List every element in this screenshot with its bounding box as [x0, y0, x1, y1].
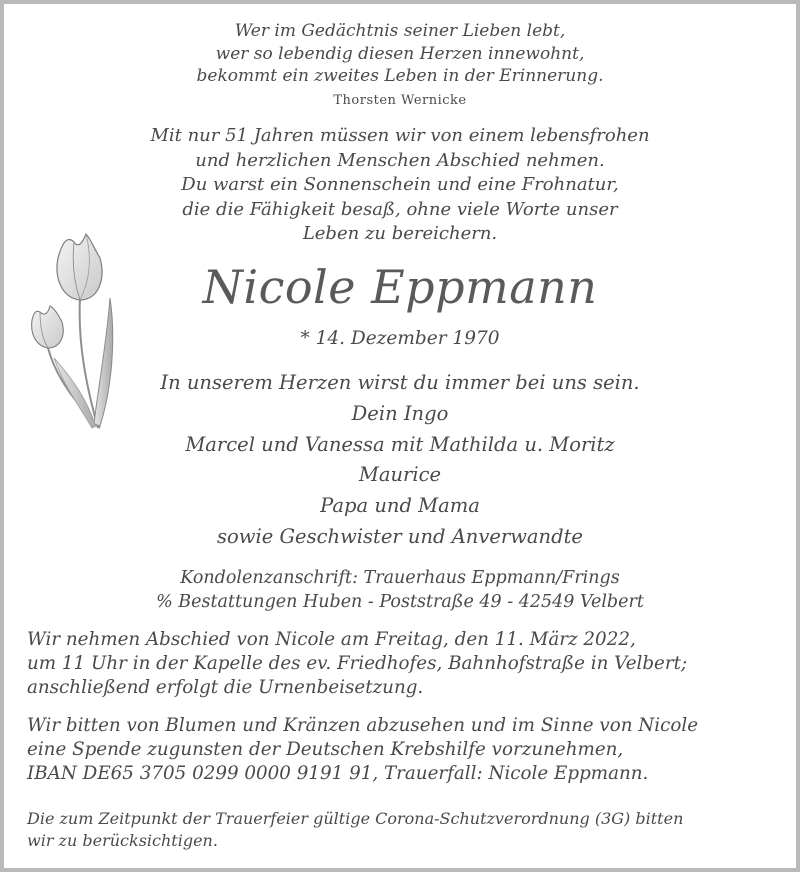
family-line: Marcel und Vanessa mit Mathilda u. Moritz — [185, 432, 615, 456]
intro-line: Du warst ein Sonnenschein und eine Frohnatur, — [181, 174, 619, 195]
intro-text — [0, 124, 800, 247]
funeral-line: anschließend erfolgt die Urnenbeisetzung. — [27, 677, 424, 698]
donation-line: Wir bitten von Blumen und Kränzen abzusehen und im Sinne von Nicole — [27, 715, 699, 736]
family-line: In unserem Herzen wirst du immer bei uns sein. — [160, 371, 640, 394]
funeral-info — [27, 628, 777, 700]
funeral-line: Wir nehmen Abschied von Nicole am Freitag, den 11. März 2022, — [27, 629, 636, 650]
address-line: Kondolenzanschrift: Trauerhaus Eppmann/Frings — [180, 568, 620, 588]
family-line: sowie Geschwister und Anverwandte — [217, 524, 583, 548]
intro-line: und herzlichen Menschen Abschied nehmen. — [195, 149, 605, 171]
poem — [0, 20, 800, 88]
poem-author: Thorsten Wernicke — [333, 93, 467, 108]
family-line: Papa und Mama — [320, 494, 480, 518]
donation-line: eine Spende zugunsten der Deutschen Krebshilfe vorzunehmen, — [27, 739, 624, 760]
birth-date: * 14. Dezember 1970 — [300, 328, 500, 349]
donation-line: IBAN DE65 3705 0299 0000 9191 91, Trauerfall: Nicole Eppmann. — [27, 763, 649, 784]
intro-line: die die Fähigkeit besaß, ohne viele Worte unser — [182, 198, 618, 220]
poem-line: Wer im Gedächtnis seiner Lieben lebt, — [234, 21, 566, 41]
family-line: Dein Ingo — [351, 401, 449, 425]
intro-line: Mit nur 51 Jahren müssen wir von einem lebensfrohen — [150, 125, 650, 146]
corona-line: Die zum Zeitpunkt der Trauerfeier gültige Corona-Schutzverordnung (3G) bitten — [27, 809, 684, 828]
address-line: % Bestattungen Huben - Poststraße 49 - 42549 Velbert — [156, 592, 644, 612]
poem-line: bekommt ein zweites Leben in der Erinnerung. — [196, 66, 604, 86]
corona-notice — [27, 808, 777, 852]
family-line: Maurice — [358, 463, 442, 487]
donation-info — [27, 714, 777, 786]
corona-line: wir zu berücksichtigen. — [27, 831, 218, 850]
family-list — [0, 368, 800, 553]
poem-line: wer so lebendig diesen Herzen innewohnt, — [215, 43, 585, 64]
condolence-address — [0, 566, 800, 614]
intro-line: Leben zu bereichern. — [302, 223, 498, 244]
funeral-line: um 11 Uhr in der Kapelle des ev. Friedhofes, Bahnhofstraße in Velbert; — [27, 653, 688, 674]
deceased-name: Nicole Eppmann — [202, 260, 598, 314]
